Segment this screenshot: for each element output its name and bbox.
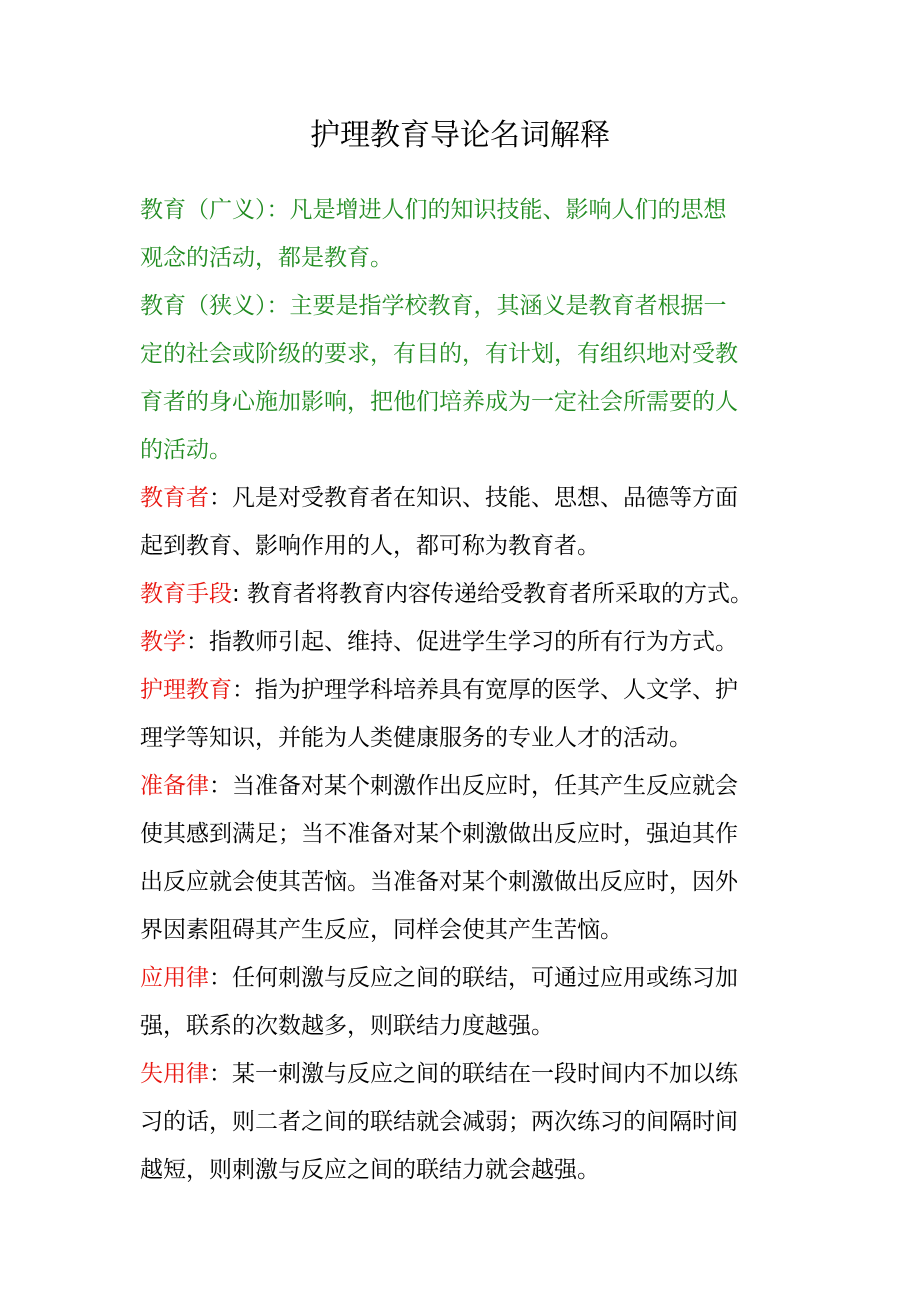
definition-first-line	[140, 1050, 785, 1098]
definition-text: ：指为护理学科培养具有宽厚的医学、人文学、护	[232, 677, 738, 703]
definition-first-line	[140, 474, 785, 522]
definition-line: 观念的活动，都是教育。	[140, 245, 393, 271]
definition-text: ：某一刺激与反应之间的联结在一段时间内不加以练	[209, 1061, 738, 1087]
definition-education-narrow	[140, 282, 785, 474]
term-label: 教育者	[140, 485, 209, 511]
page-title: 护理教育导论名词解释	[310, 118, 610, 153]
term-label: 护理教育	[140, 677, 232, 703]
term-label: 教育手段	[140, 581, 232, 607]
definition-line: 的活动。	[140, 437, 232, 463]
term-label: 教学	[140, 629, 186, 655]
definition-line: 起到教育、影响作用的人，都可称为教育者。	[140, 533, 600, 559]
definition-text: ：凡是对受教育者在知识、技能、思想、品德等方面	[209, 485, 738, 511]
definition-educator	[140, 474, 785, 570]
definition-line: 使其感到满足；当不准备对某个刺激做出反应时，强迫其作	[140, 821, 738, 847]
definition-text: ：任何刺激与反应之间的联结，可通过应用或练习加	[209, 965, 738, 991]
definition-text: ：当准备对某个刺激作出反应时，任其产生反应就会	[209, 773, 738, 799]
definition-first-line	[140, 666, 785, 714]
definition-line: 教育（广义）：凡是增进人们的知识技能、影响人们的思想	[140, 197, 727, 223]
definition-text: ：指教师引起、维持、促进学生学习的所有行为方式。	[186, 629, 738, 655]
term-label: 应用律	[140, 965, 209, 991]
definition-line: 强，联系的次数越多，则联结力度越强。	[140, 1013, 554, 1039]
definition-line: 育者的身心施加影响，把他们培养成为一定社会所需要的人	[140, 389, 738, 415]
definition-first-line	[140, 762, 785, 810]
definition-line: 理学等知识，并能为人类健康服务的专业人才的活动。	[140, 725, 692, 751]
definition-law-of-readiness	[140, 762, 785, 954]
definition-text: : 教育者将教育内容传递给受教育者所采取的方式。	[232, 581, 754, 607]
definition-line: 习的话，则二者之间的联结就会减弱；两次练习的间隔时间	[140, 1109, 738, 1135]
definition-first-line	[140, 618, 785, 666]
definition-education-broad	[140, 186, 785, 282]
definition-nursing-education	[140, 666, 785, 762]
definition-line: 界因素阻碍其产生反应，同样会使其产生苦恼。	[140, 917, 623, 943]
definition-line: 越短，则刺激与反应之间的联结力就会越强。	[140, 1157, 600, 1183]
definition-first-line	[140, 570, 785, 618]
definition-law-of-disuse	[140, 1050, 785, 1194]
definition-first-line	[140, 954, 785, 1002]
term-label: 失用律	[140, 1061, 209, 1087]
definition-teaching	[140, 618, 785, 666]
definition-law-of-use	[140, 954, 785, 1050]
term-label: 准备律	[140, 773, 209, 799]
definition-line: 教育（狭义）：主要是指学校教育，其涵义是教育者根据一	[140, 293, 727, 319]
definition-line: 定的社会或阶级的要求，有目的，有计划，有组织地对受教	[140, 341, 738, 367]
definition-line: 出反应就会使其苦恼。当准备对某个刺激做出反应时，因外	[140, 869, 738, 895]
definition-education-means	[140, 570, 785, 618]
